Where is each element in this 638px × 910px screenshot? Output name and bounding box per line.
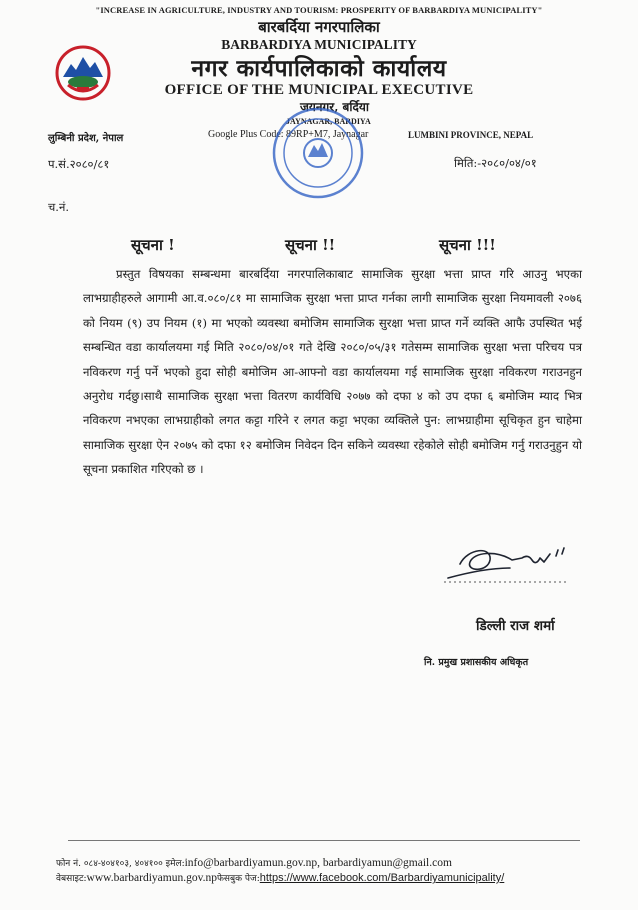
office-name-np: नगर कार्यपालिकाको कार्यालय	[191, 55, 447, 82]
notice-body: प्रस्तुत विषयका सम्बन्धमा बारबर्दिया नगरपालिकाबाट सामाजिक सुरक्षा भत्ता प्राप्त गरि आउनु भएका लाभग्राहीहरुले आगामी आ.व.०८०/८१ मा सामाजिक सुरक्षा भत्ता प्राप्त गर्नका लागी सामाजिक सुरक्षा नियमावली २०७६ को नियम (९) उप नियम (१) मा भएको व्यवस्था बमोजिम सामाजिक सुरक्षा भत्ता प्राप्त गर्ने व्यक्ति आफै उपस्थित भई सम्बन्धित वडा कार्यालयमा गई मिति २०८०/०४/०१ गते देखि २०८०/०५/३१ गतेसम्म सामाजिक सुरक्षा भत्ता परिचय पत्र नविकरण गर्नु पर्ने भएको हुदा सोही बमोजिम आ-आफ्नो वडा कार्यालयमा गई सामाजिक सुरक्षा नविकरण गराउनहुन अनुरोध गर्दछु।साथै सामाजिक सुरक्षा भत्ता वितरण कार्यविधि २०७७ को दफा ४ को उप दफा ६ बमोजिम म्याद भित्र नविकरण नभएका लाभग्राहीको लगत कट्टा गरिने र लगत कट्टा भएका व्यक्तिले पुन: लाभग्राहीमा सूचिकृत हुन चाहेमा सामाजिक सुरक्षा ऐन २०७५ को दफा १२ बमोजिम निवेदन दिन सकिने व्यवस्था रहेकोले सोही बमोजिम गर्नु गराउनुहुन यो सूचना प्रकाशित गरिएको छ ।	[83, 267, 582, 477]
footer-contact-line	[56, 856, 452, 869]
province-np: लुम्बिनी प्रदेश, नेपाल	[48, 133, 124, 144]
address-en: JAYNAGAR, BARDIYA	[286, 117, 371, 126]
notice-heading-3: सूचना !!!	[439, 236, 496, 254]
dispatch-number: च.नं.	[48, 200, 69, 214]
notice-date: मिति:-२०८०/०४/०१	[454, 156, 537, 170]
footer-web-line	[56, 871, 504, 884]
nepal-emblem-icon	[54, 44, 112, 102]
facebook-link[interactable]: https://www.facebook.com/Barbardiyamunicipality/	[259, 872, 505, 884]
facebook-label: फेसबुक पेज:	[216, 874, 260, 884]
signatory-name: डिल्ली राज शर्मा	[476, 618, 555, 634]
office-name-en: OFFICE OF THE MUNICIPAL EXECUTIVE	[164, 82, 474, 98]
phone-number: ०८४-४०४१०३, ४०४१००	[83, 859, 163, 869]
signatory-designation: नि. प्रमुख प्रशासकीय अधिकृत	[424, 657, 529, 668]
footer-divider	[68, 840, 580, 841]
municipality-name-np: बारबर्दिया नगरपालिका	[258, 18, 380, 36]
notice-heading-2: सूचना !!	[285, 236, 336, 254]
municipality-name-en: BARBARDIYA MUNICIPALITY	[221, 37, 417, 52]
notice-heading-1: सूचना !	[131, 236, 175, 254]
website-link[interactable]: www.barbardiyamun.gov.np	[86, 872, 217, 884]
signature-icon	[440, 538, 580, 586]
address-np: जयनगर, बर्दिया	[300, 100, 369, 114]
google-plus-code: Google Plus Code: 89RP+M7, Jaynagar	[208, 129, 369, 140]
website-label: वेबसाइट:	[56, 874, 87, 884]
slogan: "INCREASE IN AGRICULTURE, INDUSTRY AND TOURISM: PROSPERITY OF BARBARDIYA MUNICIPALITY"	[95, 5, 543, 15]
office-stamp-icon	[270, 105, 366, 201]
email-address[interactable]: info@barbardiyamun.gov.np, barbardiyamun@gmail.com	[184, 857, 452, 869]
province-en: LUMBINI PROVINCE, NEPAL	[408, 130, 534, 140]
reference-number: प.सं.२०८०/८१	[48, 157, 110, 171]
email-label: इमेल:	[162, 859, 185, 869]
phone-label: फोन नं.	[56, 859, 84, 869]
